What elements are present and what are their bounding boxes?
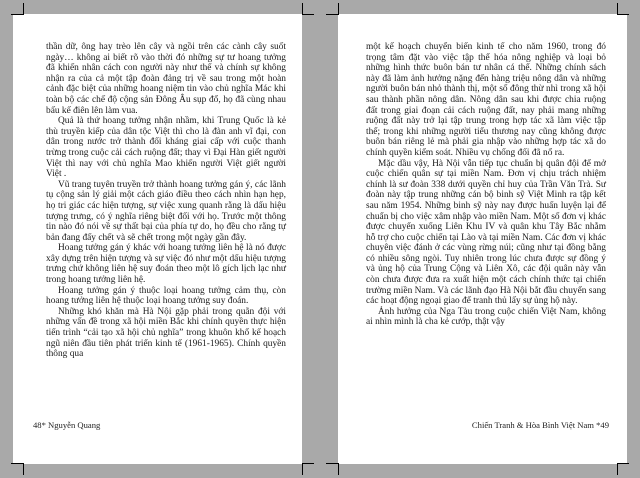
crop-mark bbox=[23, 463, 24, 475]
paragraph: Vũ trang tuyên truyền trở thành hoang tưởng gán ý, các lãnh tụ cộng sản lý giải một cách giáo điều theo cách nhìn hạn hẹp, họ tri giác các hiện tượng, sự việc xung quanh rằng là dấu hiệu tượng trưng, có ý nghĩa riêng biệt đối với họ. Trước một thông tin nào đó nói về sự thất bại của phía tự do, họ đều cho rằng tự bản đang đấy chết và sẽ chết trong một ngày gần đây. bbox=[46, 179, 286, 243]
paragraph: Ảnh hưởng của Nga Tàu trong cuộc chiến Việt Nam, không ai nhìn mình là cha kẻ cướp, thật vậy bbox=[366, 306, 606, 328]
crop-mark bbox=[338, 463, 339, 475]
crop-mark bbox=[617, 463, 629, 464]
crop-mark bbox=[11, 463, 23, 464]
paragraph: Mặc dầu vậy, Hà Nội vẫn tiếp tục chuẩn bị quân đội để mở cuộc chiến quân sự tại miền Nam. Đơn vị chịu trách nhiệm chính là sư đoàn 338 dưới quyền chỉ huy của Trần Văn Trà. Sư đoàn này tập trung những cán bộ binh sỹ Việt Minh ra tập kết sau năm 1954. Những binh sỹ này nay được huấn luyện lại để chuẩn bị cho việc xâm nhập vào miền Nam. Một số đơn vị khác được chuyển xuống Liên Khu IV và quân khu Tây Bắc nhằm hỗ trợ cho cuộc chiến tại Lào và tại miền Nam. Các đơn vị khác chuyên việc đánh ở các vùng rừng núi; cũng như tại đồng bằng có nhiều sông ngòi. Tuy nhiên trong lúc chưa được sự đồng ý và ủng hộ của Trung Cộng và Liên Xô, các đội quân này vẫn còn chưa được đưa ra xuất hiện một cách chính thức tại chiến trường miền Nam. Và các lãnh đạo Hà Nội bắt đầu chuyển sang các hoạt động ngoại giao để tranh thủ lấy sự ủng hộ này. bbox=[366, 158, 606, 307]
crop-mark bbox=[617, 463, 618, 475]
paragraph: một kế hoạch chuyển biến kinh tế cho năm 1960, trong đó trọng tâm đặt vào việc tập thể hóa nông nghiệp và loại bỏ những hình thức buôn bán tư nhân cá thể. Những chính sách này đã làm ảnh hưởng nặng đến hàng triệu nông dân và những người buôn bán nhỏ thành thị, một số đông thừ nhì trong xã hội sau thành phần nông dân. Nông dân sau khi được chia ruộng đất trong giai đoạn cải cách ruộng đất, nay phải mang những ruộng đất này trở lại tập trung trong hợp tác xã làm việc tập thể; trong khi những người tiểu thương nay cũng không được buôn bán riêng lẻ mà phải gia nhập vào những hợp tác xã do chính quyền kiểm soát. Nhiều vụ chống đối đã nổ ra. bbox=[366, 42, 606, 158]
crop-mark bbox=[302, 14, 314, 15]
crop-mark bbox=[23, 3, 24, 15]
crop-mark bbox=[326, 463, 338, 464]
paragraph: Hoang tưởng gán ý thuộc loại hoang tưởng cảm thụ, còn hoang tưởng liên hệ thuộc loại hoang tưởng suy đoán. bbox=[46, 285, 286, 307]
page-footer: 48* Nguyễn Quang bbox=[33, 420, 101, 430]
left-page bbox=[13, 14, 302, 464]
left-page-body bbox=[46, 42, 286, 360]
paragraph: Những khó khăn mà Hà Nội gặp phải trong quãn đội với những vấn đề trong xã hội miền Bắc khi chính quyền thực hiện tiến trình “cải tạo xã hội chủ nghĩa” trong khuôn khổ kế hoạch ngũ niên đầu tiên phát triển kinh tế (1961-1965). Chính quyền thông qua bbox=[46, 306, 286, 360]
crop-mark bbox=[11, 14, 23, 15]
paragraph: thần dữ, ông hay trèo lên cây và ngồi trên các cành cây suốt ngày… không ai biết rõ vào thời đó những sự tư hoang tưởng đã khiến nhân cách con người này như thế và chính sự không nhận ra của cả một tập đoàn đảng trị về sau trong một hoàn cảnh đặc biệt của những hoang niệm tin vào chủ nghĩa Mác khi toàn bộ các chế độ cộng sản Đông Âu sụp đổ, họ đã cùng nhau bấu kế điên lên làm vua. bbox=[46, 42, 286, 116]
crop-mark bbox=[302, 463, 303, 475]
right-page bbox=[338, 14, 627, 464]
paragraph: Quả là thứ hoang tưởng nhận nhầm, khi Trung Quốc là kẻ thù truyền kiếp của dân tộc Việt thì cho là đàn anh vĩ đại, con dân trong nước trở thành đối kháng giai cấp với cuộc thanh trừng trong cuộc cải cách ruộng đất; thay vì Đại Hàn giết người Việt thì nay với chủ nghĩa Mao khiến người Việt giết người Việt . bbox=[46, 116, 286, 180]
right-page-body bbox=[366, 42, 606, 328]
crop-mark bbox=[338, 3, 339, 15]
page-footer: Chiến Tranh & Hòa Bình Việt Nam *49 bbox=[471, 420, 609, 430]
paragraph: Hoang tưởng gán ý khác với hoang tưởng liên hệ là nó được xây dựng trên hiện tượng và sự việc đó như một dấu hiệu tượng trưng chứ không liên hệ suy đoán theo một lô gích lịch lạc như trong hoang tưởng liên hệ. bbox=[46, 243, 286, 286]
crop-mark bbox=[302, 463, 314, 464]
crop-mark bbox=[326, 14, 338, 15]
crop-mark bbox=[617, 14, 629, 15]
